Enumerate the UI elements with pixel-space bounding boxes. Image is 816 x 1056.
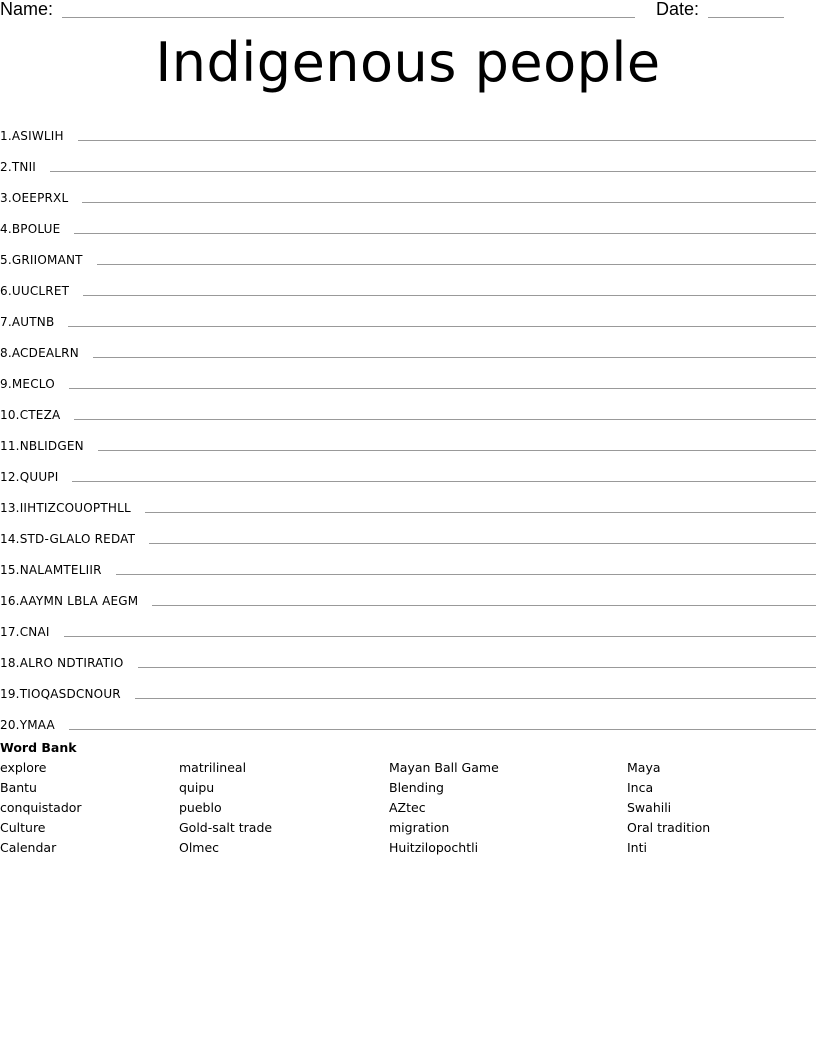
- answer-line[interactable]: [69, 728, 816, 730]
- scrambled-word: ALRO NDTIRATIO: [19, 656, 124, 670]
- answer-line[interactable]: [135, 697, 816, 699]
- header-row: [0, 0, 816, 22]
- question-row: [0, 298, 816, 329]
- word-bank-item: AZtec: [389, 800, 426, 815]
- word-bank-item: conquistador: [0, 800, 82, 815]
- question-row: [0, 608, 816, 639]
- question-row: [0, 577, 816, 608]
- question-row: [0, 639, 816, 670]
- question-row: [0, 453, 816, 484]
- question-row: [0, 484, 816, 515]
- answer-line[interactable]: [116, 573, 816, 575]
- question-row: [0, 205, 816, 236]
- word-bank: [0, 740, 816, 860]
- question-number: 17.: [0, 625, 20, 639]
- question-number: 13.: [0, 501, 20, 515]
- question-number: 16.: [0, 594, 20, 608]
- question-number: 20.: [0, 718, 20, 732]
- question-row: [0, 515, 816, 546]
- answer-line[interactable]: [78, 139, 816, 141]
- date-label: Date:: [656, 0, 700, 19]
- scrambled-word: YMAA: [19, 718, 55, 732]
- scrambled-word: NBLIDGEN: [19, 439, 84, 453]
- question-number: 12.: [0, 470, 20, 484]
- scrambled-word: BPOLUE: [11, 222, 61, 236]
- question-number: 1.: [0, 129, 12, 143]
- scrambled-word: IIHTIZCOUOPTHLL: [19, 501, 131, 515]
- scrambled-word: TIOQASDCNOUR: [19, 687, 121, 701]
- word-bank-item: explore: [0, 760, 47, 775]
- question-number: 7.: [0, 315, 12, 329]
- question-row: [0, 391, 816, 422]
- question-number: 2.: [0, 160, 12, 174]
- scrambled-word: ACDEALRN: [11, 346, 79, 360]
- question-number: 18.: [0, 656, 20, 670]
- word-bank-item: Gold-salt trade: [179, 820, 273, 835]
- question-row: [0, 329, 816, 360]
- question-row: [0, 701, 816, 732]
- answer-line[interactable]: [50, 170, 816, 172]
- answer-line[interactable]: [149, 542, 816, 544]
- word-bank-title: Word Bank: [0, 740, 77, 755]
- worksheet-title: Indigenous people: [155, 31, 661, 94]
- question-row: [0, 670, 816, 701]
- question-number: 3.: [0, 191, 12, 205]
- word-bank-item: Swahili: [627, 800, 672, 815]
- word-bank-item: Mayan Ball Game: [389, 760, 499, 775]
- answer-line[interactable]: [83, 294, 816, 296]
- question-list: [0, 112, 816, 732]
- scrambled-word: TNII: [11, 160, 37, 174]
- word-bank-item: Blending: [389, 780, 444, 795]
- name-label: Name:: [0, 0, 54, 19]
- answer-line[interactable]: [145, 511, 816, 513]
- word-bank-item: Maya: [627, 760, 661, 775]
- answer-line[interactable]: [82, 201, 816, 203]
- word-bank-item: Bantu: [0, 780, 37, 795]
- scrambled-word: ASIWLIH: [11, 129, 64, 143]
- name-field-line[interactable]: [62, 17, 635, 18]
- answer-line[interactable]: [69, 387, 816, 389]
- word-bank-item: quipu: [179, 780, 215, 795]
- scrambled-word: UUCLRET: [11, 284, 70, 298]
- word-bank-column: [389, 760, 499, 860]
- word-bank-item: pueblo: [179, 800, 222, 815]
- scrambled-word: CNAI: [19, 625, 50, 639]
- scrambled-word: AUTNB: [11, 315, 55, 329]
- question-number: 6.: [0, 284, 12, 298]
- word-bank-item: migration: [389, 820, 450, 835]
- scrambled-word: MECLO: [11, 377, 55, 391]
- scrambled-word: AAYMN LBLA AEGM: [19, 594, 139, 608]
- date-field-line[interactable]: [708, 17, 784, 18]
- scrambled-word: CTEZA: [19, 408, 61, 422]
- answer-line[interactable]: [93, 356, 816, 358]
- question-number: 14.: [0, 532, 20, 546]
- answer-line[interactable]: [74, 418, 816, 420]
- word-bank-item: Oral tradition: [627, 820, 711, 835]
- scrambled-word: QUUPI: [19, 470, 59, 484]
- answer-line[interactable]: [97, 263, 816, 265]
- word-bank-item: Inti: [627, 840, 647, 855]
- scrambled-word: STD-GLALO REDAT: [19, 532, 136, 546]
- word-bank-item: Huitzilopochtli: [389, 840, 479, 855]
- scrambled-word: NALAMTELIIR: [19, 563, 102, 577]
- question-row: [0, 236, 816, 267]
- question-row: [0, 422, 816, 453]
- answer-line[interactable]: [64, 635, 816, 637]
- question-row: [0, 143, 816, 174]
- question-number: 5.: [0, 253, 12, 267]
- scrambled-word: OEEPRXL: [11, 191, 69, 205]
- word-bank-grid: [0, 760, 816, 860]
- question-number: 4.: [0, 222, 12, 236]
- word-bank-column: [179, 760, 272, 860]
- answer-line[interactable]: [98, 449, 816, 451]
- question-row: [0, 112, 816, 143]
- question-number: 10.: [0, 408, 20, 422]
- question-row: [0, 174, 816, 205]
- answer-line[interactable]: [152, 604, 816, 606]
- question-row: [0, 267, 816, 298]
- answer-line[interactable]: [72, 480, 816, 482]
- answer-line[interactable]: [74, 232, 816, 234]
- question-row: [0, 546, 816, 577]
- answer-line[interactable]: [68, 325, 816, 327]
- word-bank-column: [627, 760, 710, 860]
- answer-line[interactable]: [138, 666, 816, 668]
- question-number: 19.: [0, 687, 20, 701]
- word-bank-item: Calendar: [0, 840, 57, 855]
- question-row: [0, 360, 816, 391]
- scrambled-word: GRIIOMANT: [11, 253, 83, 267]
- word-bank-column: [0, 760, 82, 860]
- word-bank-item: matrilineal: [179, 760, 247, 775]
- question-number: 11.: [0, 439, 20, 453]
- word-bank-item: Culture: [0, 820, 46, 835]
- word-bank-item: Olmec: [179, 840, 220, 855]
- question-number: 15.: [0, 563, 20, 577]
- question-number: 8.: [0, 346, 12, 360]
- question-number: 9.: [0, 377, 12, 391]
- word-bank-item: Inca: [627, 780, 654, 795]
